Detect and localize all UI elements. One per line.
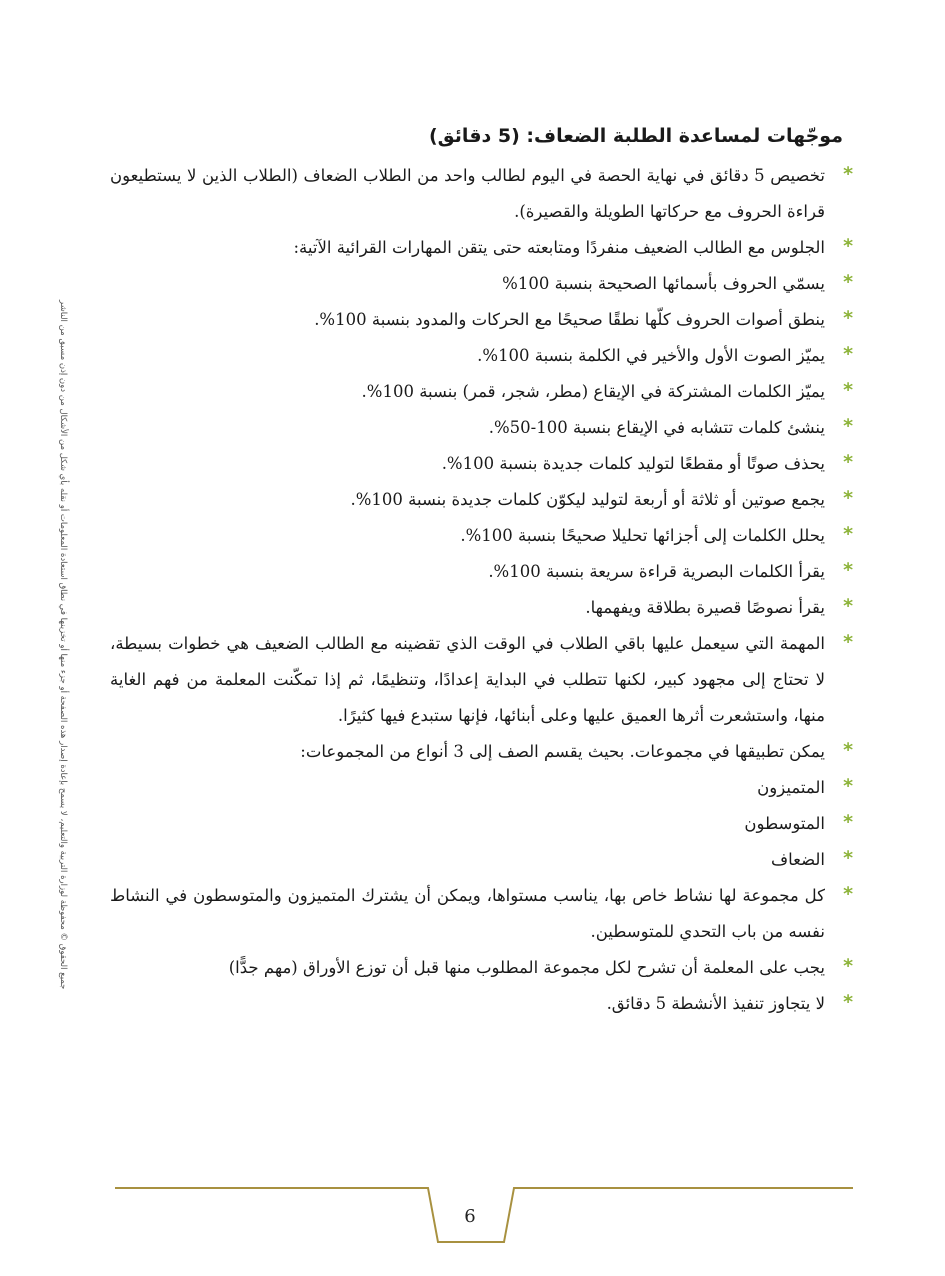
list-item-text: يجب على المعلمة أن تشرح لكل مجموعة المطلوب منها قبل أن توزع الأوراق (مهم جدًّا) xyxy=(228,958,825,977)
list-item-text: الجلوس مع الطالب الضعيف منفردًا ومتابعته حتى يتقن المهارات القرائية الآتية: xyxy=(293,238,825,257)
copyright-side-note: جميع الحقوق © محفوظة لوزارة التربية والتعليم، لا يسمح بإعادة إصدار هذه الصفحة أو جزء منها أو تخزينها في نطاق استعادة المعلومات أو نقله بأي شكل من الأشكال من دون إذن مسبق من الناشر xyxy=(58,300,68,990)
list-item xyxy=(110,950,855,986)
asterisk-bullet-icon: * xyxy=(843,487,853,509)
asterisk-bullet-icon: * xyxy=(843,595,853,617)
list-item-text: الضعاف xyxy=(770,850,825,869)
list-item xyxy=(110,230,855,266)
list-item xyxy=(110,626,855,734)
asterisk-bullet-icon: * xyxy=(843,811,853,833)
page-content xyxy=(110,118,855,1022)
list-item-text: تخصيص 5 دقائق في نهاية الحصة في اليوم لطالب واحد من الطلاب الضعاف (الطلاب الذين لا يستطيعون قراءة الحروف مع حركاتها الطويلة والقصيرة). xyxy=(110,166,825,221)
asterisk-bullet-icon: * xyxy=(843,559,853,581)
list-item xyxy=(110,986,855,1022)
list-item xyxy=(110,338,855,374)
list-item-text: ينطق أصوات الحروف كلّها نطقًا صحيحًا مع الحركات والمدود بنسبة 100%. xyxy=(314,310,825,329)
list-item-text: يحلل الكلمات إلى أجزائها تحليلا صحيحًا بنسبة 100%. xyxy=(460,526,825,545)
list-item-text: لا يتجاوز تنفيذ الأنشطة 5 دقائق. xyxy=(606,994,825,1013)
list-item-text: يميّز الكلمات المشتركة في الإيقاع (مطر، شجر، قمر) بنسبة 100%. xyxy=(361,382,825,401)
list-item-text: يميّز الصوت الأول والأخير في الكلمة بنسبة 100%. xyxy=(477,346,825,365)
list-item-text: يجمع صوتين أو ثلاثة أو أربعة لتوليد ليكوّن كلمات جديدة بنسبة 100%. xyxy=(350,490,825,509)
page-number: 6 xyxy=(464,1206,476,1227)
asterisk-bullet-icon: * xyxy=(843,775,853,797)
bullet-list xyxy=(110,158,855,1022)
list-item-text: يسمّي الحروف بأسمائها الصحيحة بنسبة 100% xyxy=(502,274,825,293)
list-item xyxy=(110,158,855,230)
list-item xyxy=(110,482,855,518)
list-item-text: يقرأ الكلمات البصرية قراءة سريعة بنسبة 100%. xyxy=(488,562,825,581)
asterisk-bullet-icon: * xyxy=(843,271,853,293)
list-item xyxy=(110,554,855,590)
list-item-text: المهمة التي سيعمل عليها باقي الطلاب في الوقت الذي تقضينه مع الطالب الضعيف هي خطوات بسيطة، لا تحتاج إلى مجهود كبير، لكنها تتطلب في البداية إعدادًا، وتنظيمًا، ثم إذا تمكّنت المعلمة من فهم الغاية منها، واستشعرت أثرها العميق عليها وعلى أبنائها، فإنها ستبدع فيها كثيرًا. xyxy=(110,634,825,725)
list-item xyxy=(110,518,855,554)
asterisk-bullet-icon: * xyxy=(843,955,853,977)
list-item-text: المتميزون xyxy=(757,778,825,797)
list-item-text: ينشئ كلمات تتشابه في الإيقاع بنسبة 100-50%. xyxy=(488,418,825,437)
list-item xyxy=(110,878,855,950)
asterisk-bullet-icon: * xyxy=(843,343,853,365)
asterisk-bullet-icon: * xyxy=(843,451,853,473)
list-item xyxy=(110,734,855,770)
asterisk-bullet-icon: * xyxy=(843,379,853,401)
asterisk-bullet-icon: * xyxy=(843,883,853,905)
list-item-text: يحذف صوتًا أو مقطعًا لتوليد كلمات جديدة بنسبة 100%. xyxy=(441,454,825,473)
asterisk-bullet-icon: * xyxy=(843,415,853,437)
list-item-text: كل مجموعة لها نشاط خاص بها، يناسب مستواها، ويمكن أن يشترك المتميزون والمتوسطون في النشاط نفسه من باب التحدي للمتوسطين. xyxy=(110,886,825,941)
asterisk-bullet-icon: * xyxy=(843,235,853,257)
list-item-text: يقرأ نصوصًا قصيرة بطلاقة ويفهمها. xyxy=(585,598,825,617)
list-item xyxy=(110,302,855,338)
list-item xyxy=(110,806,855,842)
list-item xyxy=(110,446,855,482)
asterisk-bullet-icon: * xyxy=(843,523,853,545)
list-item-text: المتوسطون xyxy=(744,814,825,833)
list-item xyxy=(110,842,855,878)
list-item xyxy=(110,266,855,302)
list-item xyxy=(110,770,855,806)
section-heading: موجّهات لمساعدة الطلبة الضعاف: (5 دقائق) xyxy=(428,125,843,147)
asterisk-bullet-icon: * xyxy=(843,631,853,653)
asterisk-bullet-icon: * xyxy=(843,307,853,329)
list-item xyxy=(110,410,855,446)
asterisk-bullet-icon: * xyxy=(843,163,853,185)
asterisk-bullet-icon: * xyxy=(843,991,853,1013)
asterisk-bullet-icon: * xyxy=(843,847,853,869)
list-item xyxy=(110,590,855,626)
list-item-text: يمكن تطبيقها في مجموعات. بحيث يقسم الصف إلى 3 أنواع من المجموعات: xyxy=(300,742,825,761)
asterisk-bullet-icon: * xyxy=(843,739,853,761)
list-item xyxy=(110,374,855,410)
